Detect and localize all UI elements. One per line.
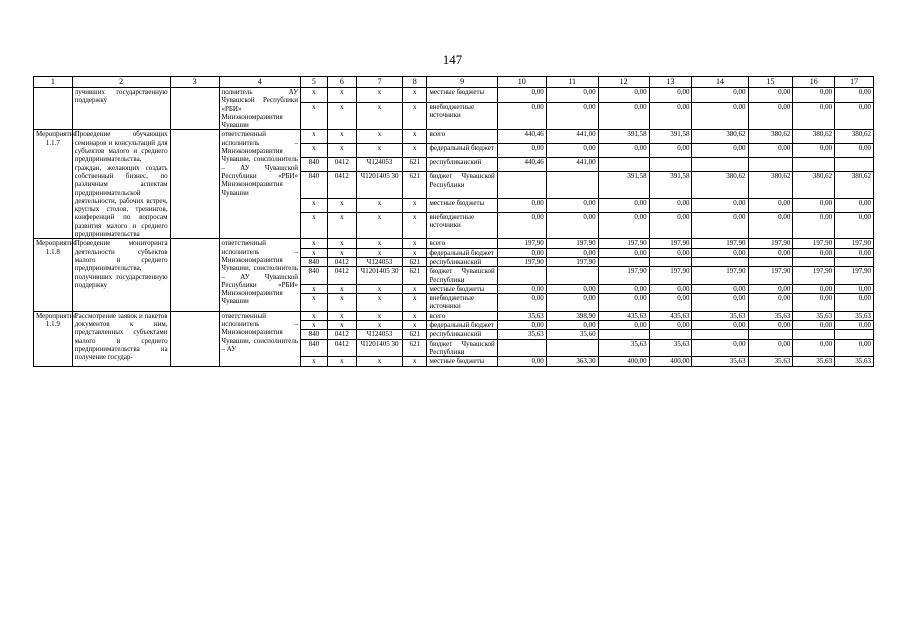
amount-cell: 0,00 bbox=[546, 198, 598, 212]
amount-cell: 197,90 bbox=[546, 257, 598, 266]
funding-source-cell: внебюджетные источники bbox=[427, 294, 497, 312]
vr-cell: x bbox=[402, 144, 426, 158]
amount-cell bbox=[793, 330, 835, 339]
amount-cell: 0,00 bbox=[497, 284, 546, 293]
measure-col3 bbox=[170, 130, 219, 239]
amount-cell: 0,00 bbox=[546, 284, 598, 293]
vr-cell: x bbox=[402, 284, 426, 293]
amount-cell: 440,46 bbox=[497, 130, 546, 144]
funding-source-cell: федеральный бюджет bbox=[427, 321, 497, 330]
vr-cell: 621 bbox=[402, 267, 426, 285]
measure-label: Мероприятие 1.1.8 bbox=[34, 239, 73, 311]
vr-cell: x bbox=[402, 311, 426, 320]
amount-cell: 35,63 bbox=[748, 357, 793, 366]
header-cell: 12 bbox=[598, 77, 649, 88]
funding-source-cell: бюджет Чувашской Республики bbox=[427, 339, 497, 357]
header-cell: 14 bbox=[692, 77, 748, 88]
amount-cell: 0,00 bbox=[835, 144, 874, 158]
gr-cell: x bbox=[301, 284, 328, 293]
rz-cell: x bbox=[327, 130, 357, 144]
amount-cell: 0,00 bbox=[835, 102, 874, 130]
amount-cell: 0,00 bbox=[546, 88, 598, 103]
amount-cell: 0,00 bbox=[835, 248, 874, 257]
measure-executor: ответственный исполнитель – Минэкономразвития Чувашии, соисполнитель – АУ Чувашской Республики «РБИ» Минэкономразвития Чувашии bbox=[219, 130, 301, 239]
amount-cell: 380,62 bbox=[793, 172, 835, 198]
measure-col3 bbox=[170, 239, 219, 311]
gr-cell: x bbox=[301, 248, 328, 257]
rz-cell: 0412 bbox=[327, 257, 357, 266]
amount-cell: 0,00 bbox=[598, 88, 649, 103]
gr-cell: x bbox=[301, 130, 328, 144]
amount-cell: 0,00 bbox=[546, 294, 598, 312]
amount-cell: 197,90 bbox=[793, 239, 835, 248]
amount-cell: 35,63 bbox=[649, 339, 692, 357]
amount-cell: 0,00 bbox=[835, 321, 874, 330]
amount-cell: 0,00 bbox=[649, 198, 692, 212]
measure-name: Проведение обучающих семинаров и консультаций для субъектов малого и среднего предпринимательства, граждан, желающих создать собственный бизнес, по различным аспектам предпринимательской деятельности, рабочих встреч, круглых столов, тренингов, конференций по вопросам развития малого и среднего предпринимательства bbox=[72, 130, 170, 239]
gr-cell: x bbox=[301, 88, 328, 103]
amount-cell bbox=[497, 267, 546, 285]
header-cell: 4 bbox=[219, 77, 301, 88]
amount-cell: 0,00 bbox=[649, 88, 692, 103]
vr-cell: 621 bbox=[402, 158, 426, 172]
amount-cell: 380,62 bbox=[748, 130, 793, 144]
header-cell: 2 bbox=[72, 77, 170, 88]
csr-cell: x bbox=[357, 357, 403, 366]
amount-cell: 0,00 bbox=[692, 321, 748, 330]
header-cell: 16 bbox=[793, 77, 835, 88]
amount-cell: 35,63 bbox=[598, 339, 649, 357]
amount-cell: 0,00 bbox=[835, 212, 874, 239]
amount-cell: 197,90 bbox=[497, 257, 546, 266]
funding-source-cell: федеральный бюджет bbox=[427, 248, 497, 257]
amount-cell: 0,00 bbox=[649, 144, 692, 158]
amount-cell: 0,00 bbox=[793, 339, 835, 357]
amount-cell bbox=[692, 330, 748, 339]
gr-cell: 840 bbox=[301, 267, 328, 285]
amount-cell: 0,00 bbox=[497, 144, 546, 158]
measure-executor: ответственный исполнитель – Минэкономразвития Чувашии, соисполнитель – АУ bbox=[219, 311, 301, 366]
amount-cell: 0,00 bbox=[497, 294, 546, 312]
table-row bbox=[34, 130, 874, 144]
csr-cell: x bbox=[357, 321, 403, 330]
amount-cell: 197,90 bbox=[692, 267, 748, 285]
amount-cell: 0,00 bbox=[748, 102, 793, 130]
amount-cell: 0,00 bbox=[835, 339, 874, 357]
amount-cell: 35,63 bbox=[748, 311, 793, 320]
amount-cell: 197,90 bbox=[835, 239, 874, 248]
vr-cell: 621 bbox=[402, 330, 426, 339]
csr-cell: x bbox=[357, 88, 403, 103]
amount-cell: 0,00 bbox=[748, 144, 793, 158]
rz-cell: x bbox=[327, 321, 357, 330]
amount-cell: 0,00 bbox=[546, 102, 598, 130]
amount-cell: 400,00 bbox=[598, 357, 649, 366]
amount-cell bbox=[793, 158, 835, 172]
rz-cell: x bbox=[327, 284, 357, 293]
measure-name: Рассмотрение заявок и пакетов документов к ним, представленных субъектами малого и среднего предпринимательства на получение государ- bbox=[72, 311, 170, 366]
vr-cell: x bbox=[402, 198, 426, 212]
amount-cell: 0,00 bbox=[835, 198, 874, 212]
gr-cell: x bbox=[301, 321, 328, 330]
csr-cell: x bbox=[357, 248, 403, 257]
header-row bbox=[34, 77, 874, 88]
csr-cell: x bbox=[357, 144, 403, 158]
amount-cell: 0,00 bbox=[692, 102, 748, 130]
csr-cell: Ч124053 bbox=[357, 257, 403, 266]
rz-cell: 0412 bbox=[327, 330, 357, 339]
funding-source-cell: местные бюджеты bbox=[427, 198, 497, 212]
measure-col3 bbox=[170, 311, 219, 366]
funding-source-cell: всего bbox=[427, 239, 497, 248]
vr-cell: 621 bbox=[402, 257, 426, 266]
amount-cell: 0,00 bbox=[793, 144, 835, 158]
vr-cell: x bbox=[402, 102, 426, 130]
header-cell: 17 bbox=[835, 77, 874, 88]
amount-cell: 0,00 bbox=[793, 248, 835, 257]
rz-cell: x bbox=[327, 357, 357, 366]
gr-cell: 840 bbox=[301, 172, 328, 198]
measure-name: лучивших государственную поддержку bbox=[72, 88, 170, 130]
amount-cell: 35,63 bbox=[692, 357, 748, 366]
amount-cell: 35,63 bbox=[497, 311, 546, 320]
csr-cell: x bbox=[357, 294, 403, 312]
amount-cell bbox=[692, 158, 748, 172]
amount-cell: 380,62 bbox=[835, 172, 874, 198]
funding-source-cell: всего bbox=[427, 130, 497, 144]
amount-cell: 0,00 bbox=[793, 198, 835, 212]
amount-cell: 0,00 bbox=[793, 284, 835, 293]
csr-cell: Ч1201405 30 bbox=[357, 172, 403, 198]
measure-executor: ответственный исполнитель – Минэкономразвития Чувашии, соисполнитель – АУ Чувашской Республики «РБИ» Минэкономразвития Чувашии bbox=[219, 239, 301, 311]
gr-cell: 840 bbox=[301, 339, 328, 357]
funding-source-cell: местные бюджеты bbox=[427, 284, 497, 293]
amount-cell: 0,00 bbox=[598, 248, 649, 257]
amount-cell: 0,00 bbox=[649, 212, 692, 239]
csr-cell: x bbox=[357, 198, 403, 212]
amount-cell: 0,00 bbox=[692, 248, 748, 257]
amount-cell: 0,00 bbox=[497, 321, 546, 330]
measure-col3 bbox=[170, 88, 219, 130]
measure-label: Мероприятие 1.1.9 bbox=[34, 311, 73, 366]
funding-source-cell: всего bbox=[427, 311, 497, 320]
rz-cell: 0412 bbox=[327, 158, 357, 172]
csr-cell: Ч1201405 30 bbox=[357, 267, 403, 285]
vr-cell: 621 bbox=[402, 339, 426, 357]
amount-cell: 380,62 bbox=[793, 130, 835, 144]
vr-cell: x bbox=[402, 88, 426, 103]
amount-cell: 0,00 bbox=[748, 284, 793, 293]
amount-cell: 0,00 bbox=[649, 294, 692, 312]
gr-cell: 840 bbox=[301, 330, 328, 339]
amount-cell bbox=[598, 158, 649, 172]
rz-cell: x bbox=[327, 198, 357, 212]
amount-cell: 35,63 bbox=[835, 311, 874, 320]
gr-cell: x bbox=[301, 311, 328, 320]
amount-cell: 0,00 bbox=[748, 248, 793, 257]
amount-cell bbox=[649, 257, 692, 266]
gr-cell: x bbox=[301, 239, 328, 248]
amount-cell bbox=[598, 257, 649, 266]
amount-cell bbox=[793, 257, 835, 266]
funding-source-cell: республиканский bbox=[427, 158, 497, 172]
amount-cell: 0,00 bbox=[598, 102, 649, 130]
amount-cell: 391,58 bbox=[649, 130, 692, 144]
header-cell: 5 bbox=[301, 77, 328, 88]
amount-cell: 0,00 bbox=[692, 339, 748, 357]
measure-label bbox=[34, 88, 73, 130]
amount-cell: 380,62 bbox=[692, 130, 748, 144]
amount-cell: 0,00 bbox=[497, 102, 546, 130]
rz-cell: x bbox=[327, 311, 357, 320]
amount-cell: 0,00 bbox=[692, 284, 748, 293]
amount-cell: 391,58 bbox=[598, 172, 649, 198]
gr-cell: x bbox=[301, 144, 328, 158]
gr-cell: 840 bbox=[301, 158, 328, 172]
amount-cell: 0,00 bbox=[692, 144, 748, 158]
vr-cell: x bbox=[402, 294, 426, 312]
amount-cell: 440,46 bbox=[497, 158, 546, 172]
page-number: 147 bbox=[442, 52, 463, 67]
header-cell: 9 bbox=[427, 77, 497, 88]
amount-cell: 197,90 bbox=[835, 267, 874, 285]
funding-source-cell: республиканский bbox=[427, 330, 497, 339]
gr-cell: x bbox=[301, 102, 328, 130]
amount-cell: 35,63 bbox=[793, 357, 835, 366]
table-row bbox=[34, 239, 874, 248]
rz-cell: x bbox=[327, 239, 357, 248]
amount-cell: 0,00 bbox=[748, 294, 793, 312]
amount-cell: 0,00 bbox=[598, 144, 649, 158]
rz-cell: x bbox=[327, 88, 357, 103]
funding-source-cell: бюджет Чувашской Республики bbox=[427, 172, 497, 198]
funding-source-cell: местные бюджеты bbox=[427, 357, 497, 366]
amount-cell: 0,00 bbox=[598, 284, 649, 293]
gr-cell: x bbox=[301, 357, 328, 366]
amount-cell: 0,00 bbox=[598, 294, 649, 312]
amount-cell: 35,63 bbox=[835, 357, 874, 366]
amount-cell: 391,58 bbox=[598, 130, 649, 144]
amount-cell bbox=[748, 257, 793, 266]
amount-cell: 0,00 bbox=[835, 88, 874, 103]
rz-cell: 0412 bbox=[327, 339, 357, 357]
amount-cell bbox=[748, 330, 793, 339]
amount-cell bbox=[546, 172, 598, 198]
amount-cell: 435,63 bbox=[598, 311, 649, 320]
amount-cell bbox=[598, 330, 649, 339]
rz-cell: x bbox=[327, 102, 357, 130]
header-cell: 3 bbox=[170, 77, 219, 88]
amount-cell: 197,90 bbox=[598, 239, 649, 248]
csr-cell: x bbox=[357, 311, 403, 320]
amount-cell: 0,00 bbox=[692, 212, 748, 239]
amount-cell: 0,00 bbox=[497, 88, 546, 103]
amount-cell: 441,00 bbox=[546, 130, 598, 144]
amount-cell: 0,00 bbox=[748, 198, 793, 212]
amount-cell: 0,00 bbox=[793, 212, 835, 239]
amount-cell: 0,00 bbox=[598, 321, 649, 330]
rz-cell: x bbox=[327, 144, 357, 158]
vr-cell: x bbox=[402, 239, 426, 248]
amount-cell: 0,00 bbox=[793, 321, 835, 330]
csr-cell: Ч124053 bbox=[357, 330, 403, 339]
header-cell: 15 bbox=[748, 77, 793, 88]
vr-cell: x bbox=[402, 357, 426, 366]
amount-cell bbox=[835, 158, 874, 172]
amount-cell: 197,90 bbox=[497, 239, 546, 248]
table-row bbox=[34, 311, 874, 320]
csr-cell: Ч124053 bbox=[357, 158, 403, 172]
csr-cell: x bbox=[357, 284, 403, 293]
amount-cell: 35,63 bbox=[497, 330, 546, 339]
header-cell: 8 bbox=[402, 77, 426, 88]
header-cell: 7 bbox=[357, 77, 403, 88]
gr-cell: x bbox=[301, 198, 328, 212]
amount-cell: 0,00 bbox=[793, 294, 835, 312]
rz-cell: 0412 bbox=[327, 172, 357, 198]
amount-cell bbox=[649, 330, 692, 339]
amount-cell: 363,30 bbox=[546, 357, 598, 366]
amount-cell: 0,00 bbox=[748, 212, 793, 239]
amount-cell: 197,90 bbox=[748, 239, 793, 248]
table-row bbox=[34, 88, 874, 103]
gr-cell: x bbox=[301, 212, 328, 239]
amount-cell: 197,90 bbox=[793, 267, 835, 285]
amount-cell: 197,90 bbox=[649, 239, 692, 248]
amount-cell: 0,00 bbox=[748, 339, 793, 357]
amount-cell: 435,63 bbox=[649, 311, 692, 320]
amount-cell bbox=[692, 257, 748, 266]
amount-cell: 0,00 bbox=[649, 102, 692, 130]
header-cell: 1 bbox=[34, 77, 73, 88]
amount-cell: 0,00 bbox=[649, 248, 692, 257]
funding-source-cell: бюджет Чувашской Республики bbox=[427, 267, 497, 285]
amount-cell: 197,90 bbox=[598, 267, 649, 285]
amount-cell bbox=[835, 257, 874, 266]
funding-source-cell: внебюджетные источники bbox=[427, 102, 497, 130]
amount-cell: 0,00 bbox=[497, 212, 546, 239]
header-cell: 10 bbox=[497, 77, 546, 88]
measure-label: Мероприятие 1.1.7 bbox=[34, 130, 73, 239]
amount-cell bbox=[649, 158, 692, 172]
gr-cell: 840 bbox=[301, 257, 328, 266]
measure-name: Проведение мониторинга деятельности субъектов малого и среднего предпринимательства, получивших государственную поддержку bbox=[72, 239, 170, 311]
amount-cell: 0,00 bbox=[692, 198, 748, 212]
amount-cell: 441,00 bbox=[546, 158, 598, 172]
budget-table bbox=[33, 76, 874, 367]
csr-cell: x bbox=[357, 102, 403, 130]
amount-cell: 0,00 bbox=[692, 294, 748, 312]
vr-cell: x bbox=[402, 321, 426, 330]
vr-cell: x bbox=[402, 212, 426, 239]
amount-cell: 197,90 bbox=[692, 239, 748, 248]
amount-cell: 35,63 bbox=[793, 311, 835, 320]
amount-cell: 197,90 bbox=[748, 267, 793, 285]
funding-source-cell: федеральный бюджет bbox=[427, 144, 497, 158]
amount-cell: 0,00 bbox=[546, 248, 598, 257]
csr-cell: x bbox=[357, 212, 403, 239]
amount-cell: 380,62 bbox=[692, 172, 748, 198]
amount-cell: 0,00 bbox=[598, 198, 649, 212]
rz-cell: x bbox=[327, 212, 357, 239]
measure-executor: полнитель АУ Чувашской Республики «РБИ» Минэкономразвития Чувашии bbox=[219, 88, 301, 130]
amount-cell: 0,00 bbox=[649, 321, 692, 330]
header-cell: 6 bbox=[327, 77, 357, 88]
amount-cell: 0,00 bbox=[649, 284, 692, 293]
rz-cell: x bbox=[327, 248, 357, 257]
amount-cell: 0,00 bbox=[598, 212, 649, 239]
gr-cell: x bbox=[301, 294, 328, 312]
vr-cell: x bbox=[402, 130, 426, 144]
amount-cell: 0,00 bbox=[793, 88, 835, 103]
rz-cell: 0412 bbox=[327, 267, 357, 285]
vr-cell: 621 bbox=[402, 172, 426, 198]
amount-cell: 0,00 bbox=[546, 144, 598, 158]
csr-cell: x bbox=[357, 130, 403, 144]
amount-cell: 0,00 bbox=[835, 294, 874, 312]
amount-cell bbox=[748, 158, 793, 172]
funding-source-cell: внебюджетные источники bbox=[427, 212, 497, 239]
amount-cell bbox=[546, 267, 598, 285]
funding-source-cell: республиканский bbox=[427, 257, 497, 266]
amount-cell bbox=[835, 330, 874, 339]
amount-cell: 197,90 bbox=[649, 267, 692, 285]
amount-cell: 400,00 bbox=[649, 357, 692, 366]
vr-cell: x bbox=[402, 248, 426, 257]
csr-cell: Ч1201405 30 bbox=[357, 339, 403, 357]
amount-cell: 0,00 bbox=[497, 198, 546, 212]
funding-source-cell: местные бюджеты bbox=[427, 88, 497, 103]
amount-cell: 0,00 bbox=[793, 102, 835, 130]
amount-cell: 0,00 bbox=[835, 284, 874, 293]
amount-cell: 0,00 bbox=[497, 357, 546, 366]
amount-cell: 35,63 bbox=[692, 311, 748, 320]
amount-cell: 0,00 bbox=[546, 212, 598, 239]
amount-cell: 391,58 bbox=[649, 172, 692, 198]
amount-cell: 197,90 bbox=[546, 239, 598, 248]
rz-cell: x bbox=[327, 294, 357, 312]
header-cell: 11 bbox=[546, 77, 598, 88]
amount-cell bbox=[497, 339, 546, 357]
amount-cell: 0,00 bbox=[748, 88, 793, 103]
amount-cell: 0,00 bbox=[692, 88, 748, 103]
amount-cell: 35,60 bbox=[546, 330, 598, 339]
amount-cell: 0,00 bbox=[497, 248, 546, 257]
amount-cell: 0,00 bbox=[546, 321, 598, 330]
amount-cell bbox=[546, 339, 598, 357]
amount-cell: 380,62 bbox=[835, 130, 874, 144]
amount-cell: 380,62 bbox=[748, 172, 793, 198]
csr-cell: x bbox=[357, 239, 403, 248]
amount-cell: 398,90 bbox=[546, 311, 598, 320]
amount-cell bbox=[497, 172, 546, 198]
header-cell: 13 bbox=[649, 77, 692, 88]
amount-cell: 0,00 bbox=[748, 321, 793, 330]
